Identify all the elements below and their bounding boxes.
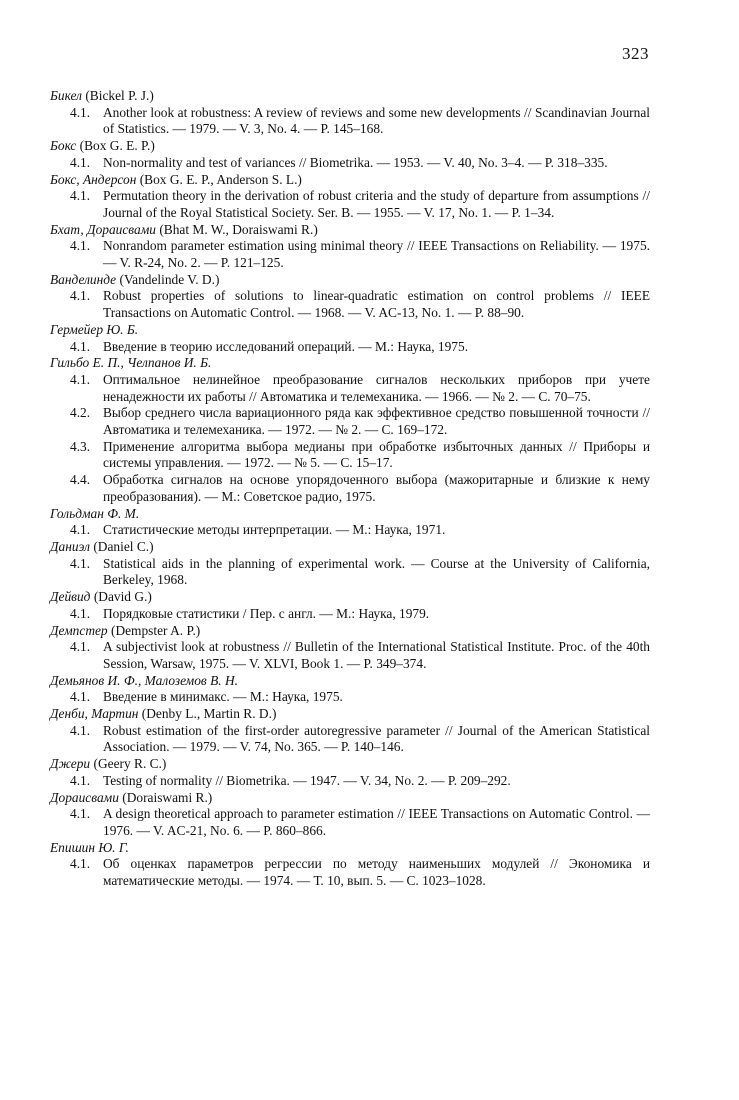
reference-text: Выбор среднего числа вариационного ряда как эффективное средство повышенной точности // Автоматика и телемеханика. — 1972. — № 2. — С. 169–172.: [103, 405, 650, 438]
reference-number: 4.3.: [70, 438, 91, 454]
author-line: [50, 355, 650, 372]
reference-number: 4.1.: [70, 188, 91, 204]
reference-entry: [50, 589, 650, 622]
reference-entry: [50, 756, 650, 789]
author-name-original: (David G.): [93, 589, 152, 605]
author-line: [50, 506, 650, 523]
reference-number: 4.4.: [70, 472, 91, 488]
reference-entry: [50, 355, 650, 505]
reference-number: 4.1.: [70, 722, 91, 738]
reference-entry: [50, 272, 650, 322]
author-line: [50, 589, 650, 606]
reference-entry: [50, 322, 650, 355]
reference-text: Обработка сигналов на основе упорядоченного выбора (мажоритарные и близкие к нему преобразования). — М.: Советское радио, 1975.: [103, 472, 650, 504]
author-name-original: (Box G. E. P., Anderson S. L.): [139, 171, 302, 187]
reference-number: 4.1.: [70, 338, 91, 354]
author-line: [50, 706, 650, 723]
reference-entry: [50, 539, 650, 589]
author-name-russian: Дораисвами: [50, 789, 119, 805]
reference-text: A design theoretical approach to parameter estimation // IEEE Transactions on Automatic Control. — 1976. — V. AC-21, No. 6. — P. 860–866.: [103, 806, 650, 838]
reference-item: [50, 339, 650, 356]
author-line: [50, 322, 650, 339]
reference-entry: [50, 673, 650, 706]
reference-item: [50, 472, 650, 505]
reference-item: [50, 639, 650, 672]
reference-entry: [50, 623, 650, 673]
author-name-russian: Бокс: [50, 138, 77, 154]
author-name-russian: Джери: [50, 756, 91, 772]
author-name-original: (Daniel C.): [93, 538, 154, 554]
author-name-russian: Гермейер Ю. Б.: [50, 321, 139, 337]
reference-item: [50, 806, 650, 839]
author-name-russian: Дейвид: [50, 589, 91, 605]
author-name-russian: Бхат, Дораисвами: [50, 221, 156, 237]
reference-entry: [50, 840, 650, 890]
reference-item: [50, 689, 650, 706]
reference-number: 4.1.: [70, 238, 91, 254]
author-name-original: (Bhat M. W., Doraiswami R.): [159, 221, 318, 237]
reference-item: [50, 288, 650, 321]
reference-text: Another look at robustness: A review of reviews and some new developments // Scandinavian Journal of Statistics. — 1979. — V. 3, No. 4. — P. 145–168.: [103, 104, 650, 137]
reference-text: Nonrandom parameter estimation using minimal theory // IEEE Transactions on Reliability. — 1975. — V. R-24, No. 2. — P. 121–125.: [103, 238, 650, 271]
author-name-original: (Vandelinde V. D.): [119, 271, 220, 287]
reference-number: 4.1.: [70, 689, 91, 705]
author-name-russian: Гольдман Ф. М.: [50, 505, 140, 521]
author-name-russian: Демьянов И. Ф., Малоземов В. Н.: [50, 672, 238, 688]
author-line: [50, 138, 650, 155]
reference-number: 4.1.: [70, 371, 91, 387]
reference-text: Statistical aids in the planning of experimental work. — Course at the University of California, Berkeley, 1968.: [103, 555, 650, 588]
author-name-original: (Doraiswami R.): [122, 789, 213, 805]
reference-text: Введение в минимакс. — М.: Наука, 1975.: [103, 689, 343, 705]
reference-text: Testing of normality // Biometrika. — 1947. — V. 34, No. 2. — P. 209–292.: [103, 772, 511, 788]
author-line: [50, 222, 650, 239]
reference-text: Об оценках параметров регрессии по методу наименьших модулей // Экономика и математические методы. — 1974. — Т. 10, вып. 5. — С. 1023–1028.: [103, 856, 650, 889]
author-name-russian: Даниэл: [50, 538, 90, 554]
reference-text: Порядковые статистики / Пер. с англ. — М.: Наука, 1979.: [103, 605, 430, 621]
author-name-russian: Ванделинде: [50, 271, 117, 287]
reference-item: [50, 522, 650, 539]
reference-item: [50, 238, 650, 271]
reference-item: [50, 372, 650, 405]
reference-number: 4.1.: [70, 806, 91, 822]
reference-text: Применение алгоритма выбора медианы при обработке избыточных данных // Приборы и системы управления. — 1972. — № 5. — С. 15–17.: [103, 438, 650, 471]
reference-item: [50, 556, 650, 589]
reference-item: [50, 606, 650, 623]
reference-item: [50, 405, 650, 438]
author-line: [50, 172, 650, 189]
reference-number: 4.1.: [70, 639, 91, 655]
author-line: [50, 539, 650, 556]
author-name-original: (Box G. E. P.): [79, 138, 155, 154]
author-name-russian: Бикел: [50, 88, 82, 103]
reference-text: A subjectivist look at robustness // Bulletin of the International Statistical Institute. Proc. of the 40th Session, Warsaw, 1975. — V. XLVI, Book 1. — P. 349–374.: [103, 639, 650, 671]
page-number: 323: [622, 44, 649, 63]
reference-entry: [50, 138, 650, 171]
reference-item: [50, 439, 650, 472]
reference-entry: [50, 88, 650, 138]
reference-item: [50, 723, 650, 756]
reference-number: 4.1.: [70, 288, 91, 304]
reference-entry: [50, 706, 650, 756]
author-line: [50, 88, 650, 105]
reference-text: Оптимальное нелинейное преобразование сигналов нескольких приборов при учете ненадежности их работы // Автоматика и телемеханика. — 1966. — № 2. — С. 70–75.: [103, 371, 650, 404]
reference-entry: [50, 506, 650, 539]
reference-number: 4.1.: [70, 555, 91, 571]
reference-list: [50, 88, 650, 890]
author-line: [50, 840, 650, 857]
reference-item: [50, 188, 650, 221]
reference-text: Non-normality and test of variances // Biometrika. — 1953. — V. 40, No. 3–4. — P. 318–335.: [103, 154, 608, 170]
reference-entry: [50, 172, 650, 222]
reference-text: Robust estimation of the first-order autoregressive parameter // Journal of the American Statistical Association. — 1979. — V. 74, No. 365. — P. 140–146.: [103, 722, 650, 755]
reference-entry: [50, 222, 650, 272]
reference-item: [50, 105, 650, 138]
reference-number: 4.1.: [70, 522, 91, 538]
author-line: [50, 756, 650, 773]
reference-item: [50, 155, 650, 172]
author-name-original: (Denby L., Martin R. D.): [141, 706, 277, 722]
author-line: [50, 272, 650, 289]
reference-entry: [50, 790, 650, 840]
author-name-original: (Bickel P. J.): [85, 88, 154, 103]
author-name-original: (Dempster A. P.): [110, 622, 201, 638]
reference-item: [50, 773, 650, 790]
reference-item: [50, 856, 650, 889]
reference-text: Permutation theory in the derivation of robust criteria and the study of departure from assumptions // Journal of the Royal Statistical Society. Ser. B. — 1955. — V. 17, No. 1. — P. 1–34.: [103, 188, 650, 220]
reference-number: 4.1.: [70, 605, 91, 621]
reference-text: Статистические методы интерпретации. — М.: Наука, 1971.: [103, 522, 446, 538]
author-line: [50, 623, 650, 640]
author-name-russian: Бокс, Андерсон: [50, 171, 137, 187]
reference-number: 4.1.: [70, 772, 91, 788]
author-name-original: (Geery R. C.): [93, 756, 167, 772]
reference-number: 4.1.: [70, 104, 91, 120]
author-name-russian: Гильбо Е. П., Челпанов И. Б.: [50, 355, 212, 371]
reference-text: Robust properties of solutions to linear-quadratic estimation on control problems // IEEE Transactions on Automatic Control. — 1968. — V. AC-13, No. 1. — P. 88–90.: [103, 288, 650, 321]
author-line: [50, 790, 650, 807]
author-name-russian: Денби, Мартин: [50, 706, 139, 722]
author-name-russian: Епишин Ю. Г.: [50, 839, 129, 855]
reference-number: 4.2.: [70, 405, 91, 421]
reference-number: 4.1.: [70, 856, 91, 872]
author-name-russian: Демпстер: [50, 622, 108, 638]
author-line: [50, 673, 650, 690]
reference-number: 4.1.: [70, 154, 91, 170]
reference-text: Введение в теорию исследований операций. — М.: Наука, 1975.: [103, 338, 469, 354]
